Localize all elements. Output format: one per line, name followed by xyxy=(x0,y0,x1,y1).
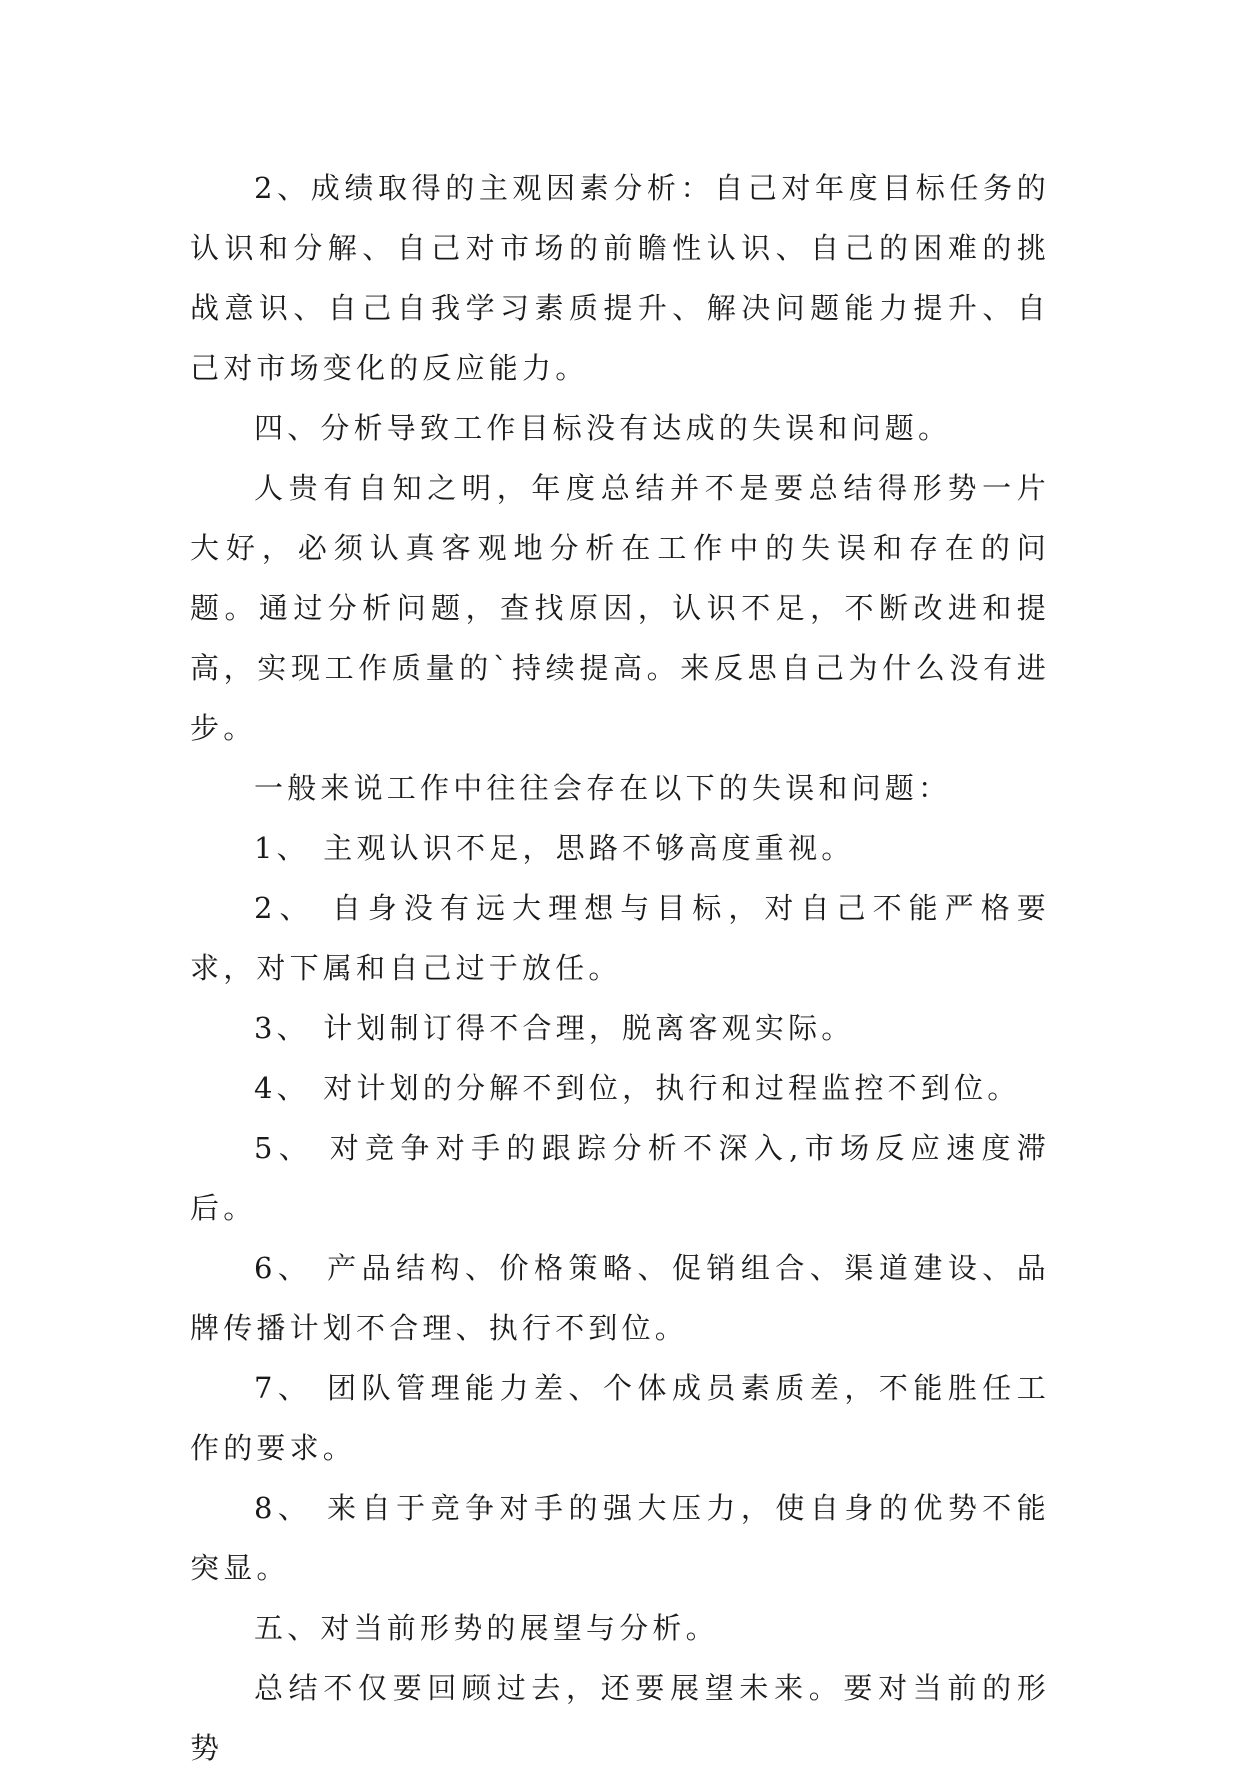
paragraph-subjective-factors: 2、成绩取得的主观因素分析：自己对年度目标任务的认识和分解、自己对市场的前瞻性认识、自己的困难的挑战意识、自己自我学习素质提升、解决问题能力提升、自己对市场变化的反应能力。 xyxy=(190,171,1050,385)
paragraph-common-mistakes-intro: 一般来说工作中往往会存在以下的失误和问题： xyxy=(254,771,952,805)
list-item-7: 7、 团队管理能力差、个体成员素质差，不能胜任工作的要求。 xyxy=(190,1371,1050,1465)
heading-section-five: 五、对当前形势的展望与分析。 xyxy=(254,1611,719,1645)
heading-section-four: 四、分析导致工作目标没有达成的失误和问题。 xyxy=(254,411,952,445)
paragraph-outlook: 总结不仅要回顾过去，还要展望未来。要对当前的形势 xyxy=(190,1671,1050,1765)
list-item-6: 6、 产品结构、价格策略、促销组合、渠道建设、品牌传播计划不合理、执行不到位。 xyxy=(190,1251,1050,1345)
list-item-2: 2、 自身没有远大理想与目标，对自己不能严格要求，对下属和自己过于放任。 xyxy=(190,891,1050,985)
list-item-1: 1、 主观认识不足，思路不够高度重视。 xyxy=(254,831,855,865)
paragraph-self-knowledge: 人贵有自知之明，年度总结并不是要总结得形势一片大好，必须认真客观地分析在工作中的失误和存在的问题。通过分析问题，查找原因，认识不足，不断改进和提高，实现工作质量的`持续提高。来反思自己为什么没有进步。 xyxy=(190,471,1050,745)
list-item-3: 3、 计划制订得不合理，脱离客观实际。 xyxy=(254,1011,855,1045)
body-text xyxy=(190,158,1050,1778)
list-item-8: 8、 来自于竞争对手的强大压力，使自身的优势不能突显。 xyxy=(190,1491,1050,1585)
list-item-4: 4、 对计划的分解不到位，执行和过程监控不到位。 xyxy=(254,1071,1021,1105)
list-item-5: 5、 对竞争对手的跟踪分析不深入,市场反应速度滞后。 xyxy=(190,1131,1050,1225)
